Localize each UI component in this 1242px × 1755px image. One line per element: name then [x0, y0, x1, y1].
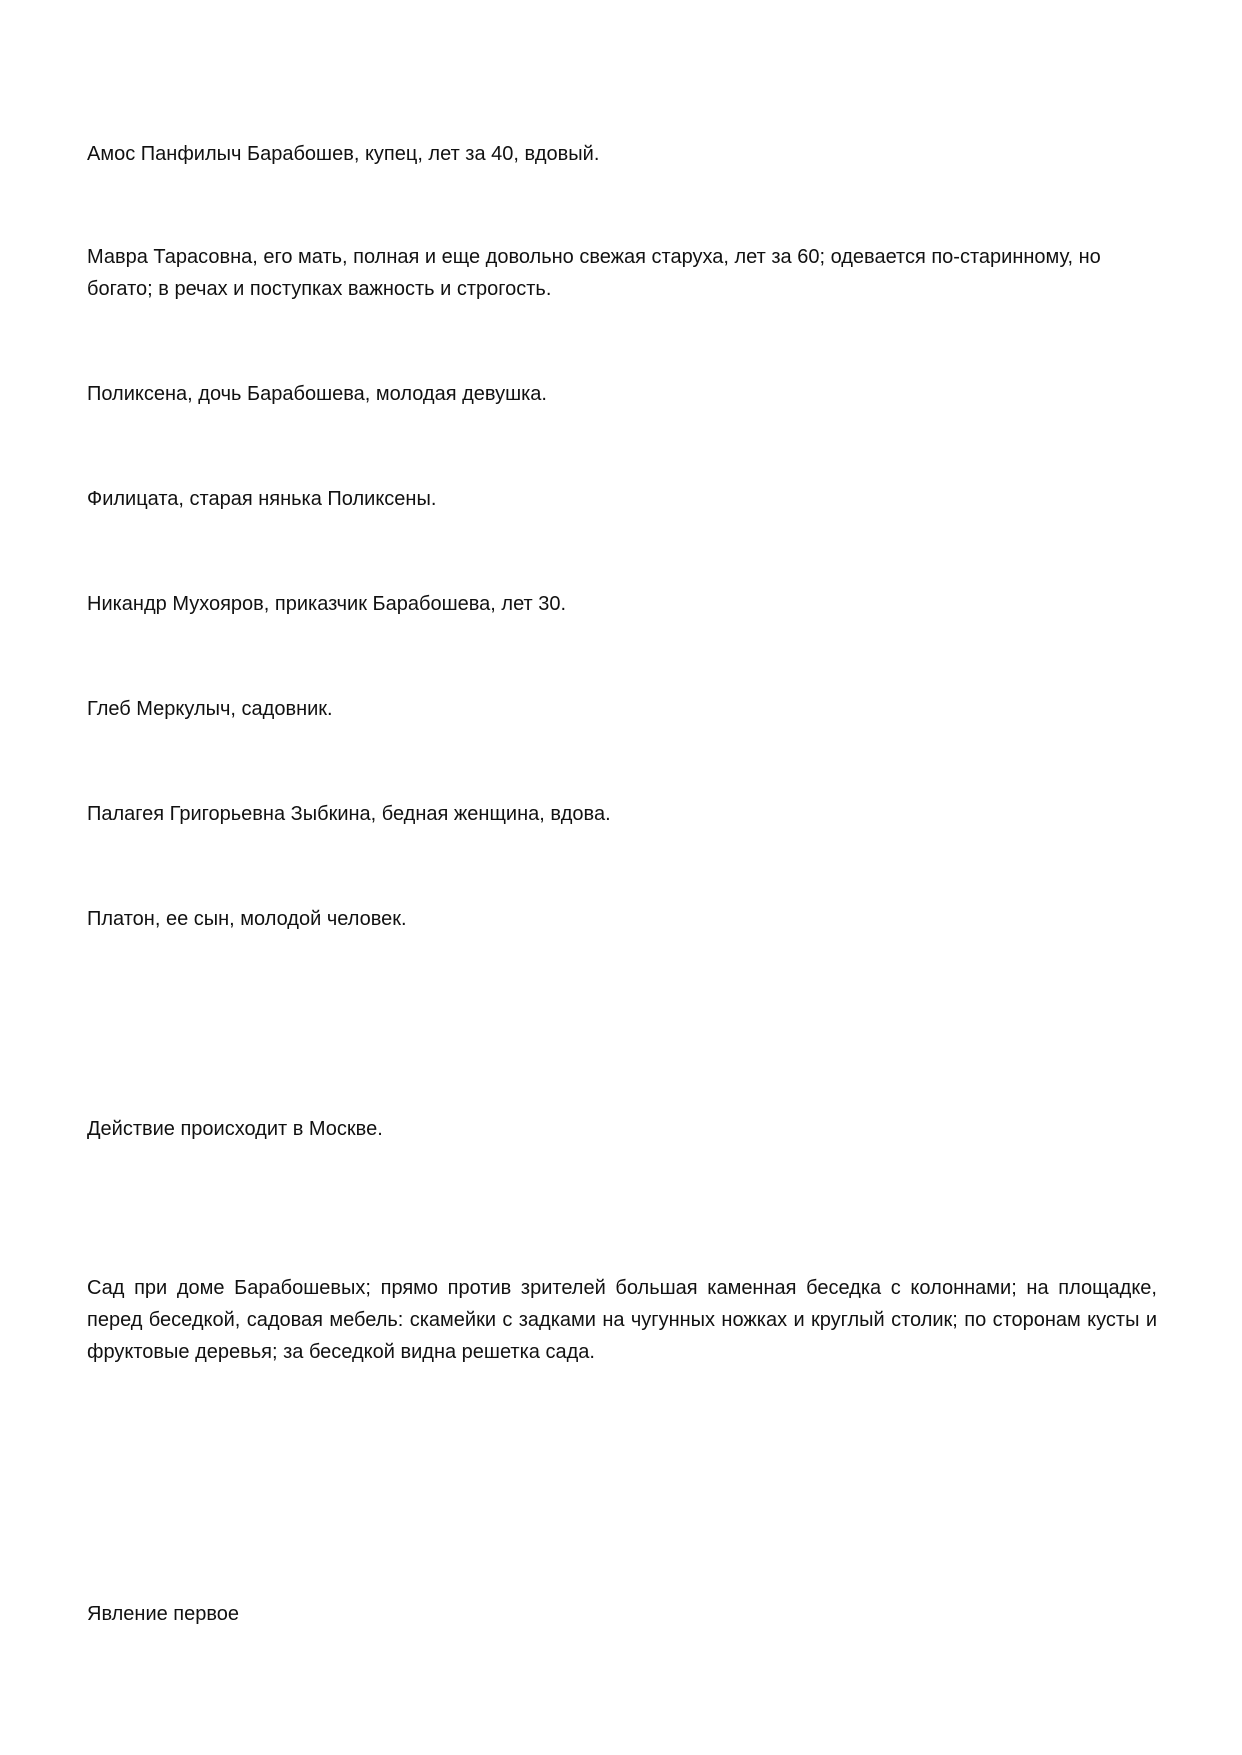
character-filitsata: Филицата, старая нянька Поликсены.	[87, 488, 437, 510]
character-poliksena: Поликсена, дочь Барабошева, молодая девушка.	[87, 383, 547, 405]
character-platon: Платон, ее сын, молодой человек.	[87, 908, 407, 930]
character-gleb: Глеб Меркулыч, садовник.	[87, 698, 333, 720]
character-amos: Амос Панфилыч Барабошев, купец, лет за 40, вдовый.	[87, 143, 600, 165]
scene-description: Сад при доме Барабошевых; прямо против зрителей большая каменная беседка с колоннами; на площадке, перед беседкой, садовая мебель: скамейки с задками на чугунных ножках и круглый столик; по сторонам кусты и фруктовые деревья; за беседкой видна решетка сада.	[87, 1277, 1157, 1363]
character-palageya: Палагея Григорьевна Зыбкина, бедная женщина, вдова.	[87, 803, 611, 825]
character-nikandr: Никандр Мухояров, приказчик Барабошева, лет 30.	[87, 593, 567, 615]
scene-heading: Явление первое	[87, 1603, 240, 1625]
setting-line: Действие происходит в Москве.	[87, 1118, 383, 1140]
character-mavra: Мавра Тарасовна, его мать, полная и еще довольно свежая старуха, лет за 60; одевается по-старинному, но богато; в речах и поступках важность и строгость.	[87, 246, 1101, 300]
